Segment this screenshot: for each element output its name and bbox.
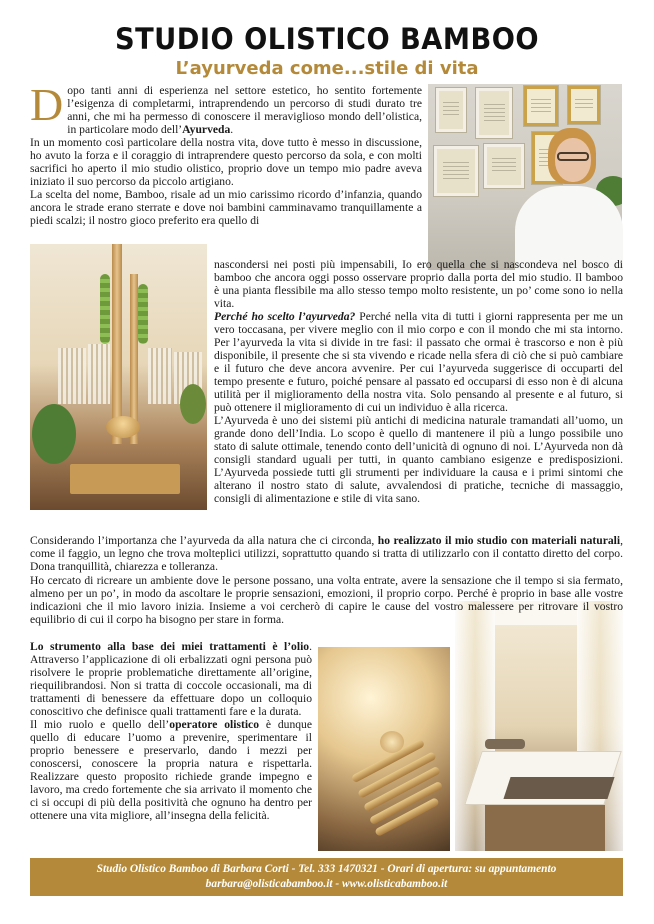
article-intro (30, 79, 422, 252)
intro-paragraph: opo tanti anni di esperienza nel settore estetico, ho sentito fortemente l’esigenza di completarmi, intraprendendo un percorso di studi durato tre anni, che mi ha permesso di conoscere il meraviglioso mondo dell’olistica, in particolare modo dell’ (67, 84, 422, 136)
article-oils (30, 640, 312, 854)
oils-paragraph: . Attraverso l’applicazione di oli erbalizzati ogni persona può risolvere le proprie problematiche direttamente all’origine, riequilibrandosi. Non si tratta di coccole occasionali, ma di trattamenti di benessere da effettuare dopo un colloquio conoscitivo che definisce quali trattamenti fare e la durata. (30, 640, 312, 718)
materials-paragraph: Considerando l’importanza che l’ayurveda da alla natura che ci circonda, (30, 534, 378, 547)
page-subtitle: L’ayurveda come...stile di vita (175, 58, 479, 79)
role-bold: operatore olistico (169, 718, 259, 731)
why-ayurveda-paragraph: Perché nella vita di tutti i giorni rappresenta per me un vero toccasana, per vivere meglio con il mio corpo e con il mondo che mi sta intorno. Per l’ayurveda la vita si divide in tre fasi: il passato che ormai è trascorso e non è più disponibile, il presente che si sta vivendo e ricade nella sfera di ciò che si può cambiare e il futuro che deve ancora avvenire. Per cui l’ayurveda suggerisce di occuparti del tempo presente e futuro, poiché pensare al passato ed occuparsi di esso non è di alcuna utilità per il miglioramento della nostra vita. Solo pensando al presente e al futuro, si può ottenere il miglioramento di cui un individuo è alla ricerca. (214, 310, 623, 414)
materials-paragraph-end: , come il faggio, un legno che trova molteplici utilizzi, soprattutto quando si tratta di utilizzarlo con il contatto diretto del corpo. Dona tranquillità, chiarezza e tolleranza. (30, 534, 624, 573)
footer-web-line: barbara@olisticabamboo.it - www.olisticabamboo.it (205, 878, 448, 890)
role-paragraph-end: è dunque quello di educare l’uomo a prevenire, sperimentare il proprio benessere e preservarlo, dando i mezzi per conoscersi, conoscere la propria natura e rispettarla. Realizzare questo proposito richiede grande impegno e lavoro, ma credo fortemente che sia arrivato il momento che ci si occupi di più della positività che ognuno ha dentro per ottenere una vita migliore, all’insegna della felicità. (30, 718, 313, 822)
bamboo-memory-paragraph: nascondersi nei posti più impensabili, Io ero quella che si nascondeva nel bosco di bamboo che ancora oggi posso osservare proprio dalla porta del mio studio. Il bamboo è una pianta flessibile ma allo stesso tempo molto resistente, un po’ come sono io nella vita. (214, 258, 623, 310)
environment-paragraph: Ho cercato di ricreare un ambiente dove le persone possano, una volta entrate, avere la sensazione che il tempo si sia fermato, almeno per un po’, in modo da ascoltare le proprie sensazioni, emozioni, il proprio corpo. Perché è proprio in base alle vostre indicazioni che il mio lavoro inizia. Insieme a voi cercherò di capire le cause del vostro malessere per ritrovare il vostro equilibrio di cui il corpo ha bisogno per stare in forma. (30, 574, 623, 626)
contact-footer (30, 858, 623, 896)
moment-paragraph: In un momento così particolare della nostra vita, dove tutto è messo in discussione, ho avuto la forza e il coraggio di intraprendere questo percorso da sola, e con molti sacrifici ho aperto il mio studio olistico, proprio dove un tempo mio padre aveva iniziato il suo percorso da piccolo artigiano. (30, 136, 422, 188)
salon-photo (30, 244, 207, 510)
role-paragraph: Il mio ruolo e quello dell’ (30, 718, 170, 731)
oils-heading: Lo strumento alla base dei miei trattamenti è l’olio (30, 640, 310, 653)
why-ayurveda-heading: Perché ho scelto l’ayurveda? (214, 310, 356, 323)
name-choice-paragraph: La scelta del nome, Bamboo, risale ad un mio carissimo ricordo d’infanzia, quando ancora le strade erano sterrate e dove noi bambini camminavamo tranquillamente a piedi scalzi; il nostro gioco preferito era quello di (30, 188, 422, 227)
materials-bold: ho realizzato il mio studio con materiali naturali (377, 534, 621, 547)
footer-contact-line: Studio Olistico Bamboo di Barbara Corti - Tel. 333 1470321 - Orari di apertura: su appuntamento (96, 863, 557, 875)
article-middle (214, 258, 623, 534)
article-environment (30, 574, 623, 644)
bamboo-sticks-photo (318, 647, 450, 851)
intro-paragraph-end: . (230, 123, 234, 136)
intro-ayurveda-bold: Ayurveda (182, 123, 231, 136)
ayurveda-system-paragraph: L’Ayurveda è uno dei sistemi più antichi di medicina naturale tramandati all’uomo, un grande dono dell’India. Lo scopo è quello di mantenere il più a lungo possibile uno stato di salute ottimale, tenendo conto dell’unicità di ognuno di noi. L’Ayurveda non dà consigli standard uguali per tutti, in quanto cambiano esigenze e predisposizioni. L’Ayurveda possiede tutti gli strumenti per individuare la causa e i primi sintomi che alterano il nostro stato di salute, avvalendosi di pratiche, tecniche di massaggio, consigli di alimentazione e stile di vita sano. (214, 414, 623, 505)
portrait-glasses (557, 152, 589, 161)
dropcap-letter: D (30, 79, 64, 130)
page-title: STUDIO OLISTICO BAMBOO (115, 22, 539, 56)
